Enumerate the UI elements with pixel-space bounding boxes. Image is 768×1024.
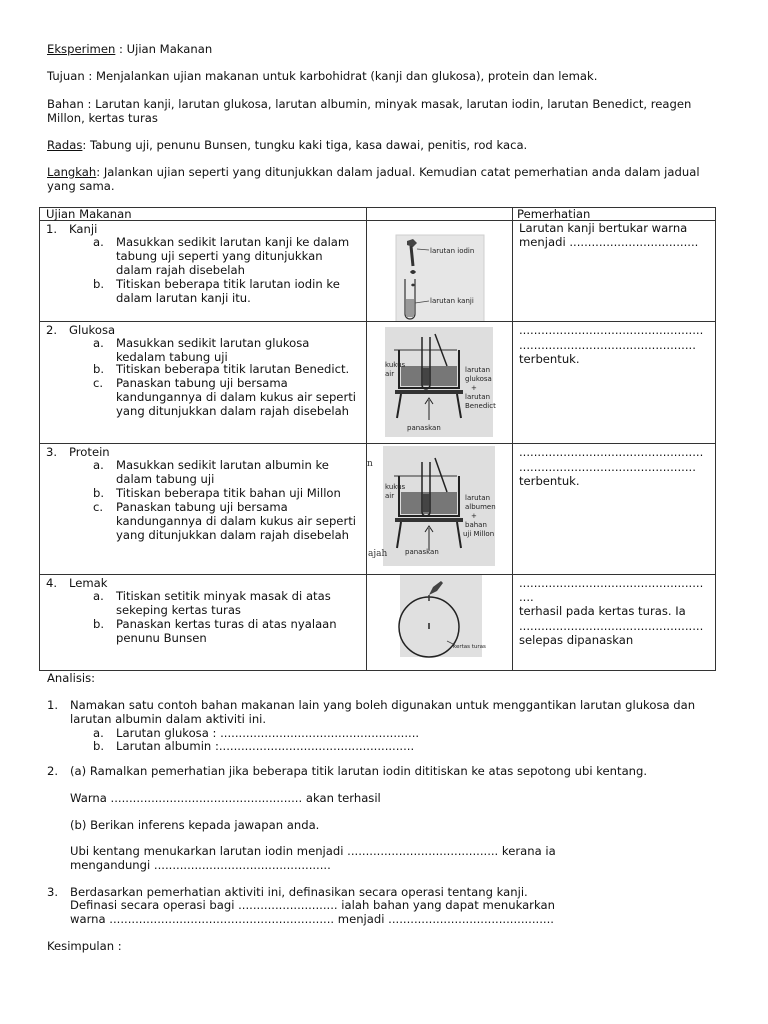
step-line: Masukkan sedikit larutan glukosa: [116, 336, 310, 350]
step-line: penunu Bunsen: [116, 631, 207, 645]
label-larutan: larutan: [465, 393, 491, 401]
label-glukosa: glukosa: [465, 375, 492, 383]
q1a-answer-line: Larutan glukosa : ......................................................: [116, 726, 420, 740]
pemerhatian-cell-kanji: [513, 221, 716, 322]
bahan-text-1: Bahan : Larutan kanji, larutan glukosa, larutan albumin, minyak masak, larutan iodin, larutan Benedict, reagen: [47, 97, 692, 111]
q3-line: warna ............................................................. menjadi .............................................: [70, 912, 554, 926]
row-title: Lemak: [69, 576, 108, 590]
q3-number: 3.: [47, 885, 59, 899]
filter-paper-figure: [367, 575, 513, 670]
obs-line: ................................................: [519, 338, 696, 352]
label-fragment-ajah: ajah: [368, 549, 388, 559]
figure-cell-kanji: [367, 221, 513, 322]
eksperimen-label: Eksperimen: [47, 42, 116, 56]
label-larutan: larutan: [465, 366, 491, 374]
step-line: dalam tabung uji: [116, 472, 215, 486]
ujian-cell-kanji: [40, 221, 367, 322]
pemerhatian-cell-protein: [513, 444, 716, 575]
ujian-cell-glukosa: [40, 322, 367, 444]
q2-ubi-line-2: mengandungi ................................................: [70, 858, 331, 872]
obs-line: menjadi ...................................: [519, 235, 699, 249]
obs-line: terhasil pada kertas turas. Ia: [519, 604, 686, 618]
label-fragment-n: n: [367, 459, 373, 469]
label-panaskan: panaskan: [405, 548, 439, 556]
step-line: yang ditunjukkan dalam rajah disebelah: [116, 528, 350, 542]
eksperimen-line: [47, 42, 212, 56]
label-plus: +: [471, 384, 477, 392]
label-air: air: [385, 370, 395, 378]
q3-line: Berdasarkan pemerhatian aktiviti ini, definasikan secara operasi tentang kanji.: [70, 885, 528, 899]
ujian-cell-protein: [40, 444, 367, 575]
step-line: Panaskan tabung uji bersama: [116, 500, 288, 514]
step-letter: b.: [93, 617, 105, 631]
label-panaskan: panaskan: [407, 424, 441, 432]
row-number: 1.: [46, 222, 58, 236]
step-line: Panaskan kertas turas di atas nyalaan: [116, 617, 337, 631]
table-header-row: [40, 208, 716, 221]
row-title: Glukosa: [69, 323, 116, 337]
label-plus: +: [471, 512, 477, 520]
step-line: kandungannya di dalam kukus air seperti: [116, 390, 356, 404]
q2-ubi-line-1: Ubi kentang menukarkan larutan iodin menjadi ......................................... kerana ia: [70, 844, 556, 858]
langkah-line: [47, 165, 700, 179]
q3-line: Definasi secara operasi bagi ........................... ialah bahan yang dapat menukarkan: [70, 898, 555, 912]
obs-line: Larutan kanji bertukar warna: [519, 221, 688, 235]
label-larutan-iodin: larutan iodin: [430, 247, 475, 255]
obs-line: ....: [519, 590, 534, 604]
q2-number: 2.: [47, 764, 59, 778]
row-number: 4.: [46, 576, 58, 590]
label-benedict: Benedict: [465, 402, 496, 410]
figure-cell-lemak: [367, 575, 513, 671]
water-bath-protein-figure: [367, 444, 513, 574]
label-larutan: larutan: [465, 494, 491, 502]
row-title: Protein: [69, 445, 110, 459]
figure-cell-protein: [367, 444, 513, 575]
label-uji-millon: uji Millon: [463, 530, 495, 538]
radas-line: [47, 138, 527, 152]
q1a-letter: a.: [93, 726, 104, 740]
table-row-kanji: [40, 221, 716, 322]
step-line: Titiskan beberapa titik larutan iodin ke: [116, 277, 340, 291]
label-albumen: albumen: [465, 503, 496, 511]
pemerhatian-cell-lemak: [513, 575, 716, 671]
label-kertas-turas: kertas turas: [453, 644, 486, 650]
step-line: yang ditunjukkan dalam rajah disebelah: [116, 404, 350, 418]
step-letter: c.: [93, 376, 104, 390]
step-line: Titiskan beberapa titik larutan Benedict.: [116, 362, 350, 376]
obs-line: ..................................................: [519, 323, 704, 337]
q2b-text: (b) Berikan inferens kepada jawapan anda.: [70, 818, 320, 832]
table-row-lemak: [40, 575, 716, 671]
q1-line: Namakan satu contoh bahan makanan lain yang boleh digunakan untuk menggantikan larutan glukosa dan: [70, 698, 696, 712]
step-line: dalam larutan kanji itu.: [116, 291, 251, 305]
q1b-answer-line: Larutan albumin :.....................................................: [116, 739, 415, 753]
step-letter: a.: [93, 589, 104, 603]
ujian-cell-lemak: [40, 575, 367, 671]
step-line: dalam rajah disebelah: [116, 263, 245, 277]
water-bath-glukosa-figure: [367, 322, 513, 443]
obs-line: terbentuk.: [519, 474, 580, 488]
langkah-text-2: yang sama.: [47, 179, 115, 193]
obs-line: ..................................................: [519, 576, 704, 590]
label-kukus: kukus: [385, 483, 406, 491]
row-number: 2.: [46, 323, 58, 337]
q2a-text: (a) Ramalkan pemerhatian jika beberapa titik larutan iodin dititiskan ke atas sepotong ubi kentang.: [70, 764, 648, 778]
col-header-ujian: Ujian Makanan: [40, 208, 367, 221]
step-line: Masukkan sedikit larutan albumin ke: [116, 458, 329, 472]
step-letter: b.: [93, 486, 105, 500]
obs-line: ..................................................: [519, 619, 704, 633]
step-line: Masukkan sedikit larutan kanji ke dalam: [116, 235, 350, 249]
step-line: kedalam tabung uji: [116, 350, 228, 364]
q1b-letter: b.: [93, 739, 105, 753]
step-letter: a.: [93, 235, 104, 249]
pemerhatian-cell-glukosa: [513, 322, 716, 444]
langkah-label: Langkah: [47, 165, 97, 179]
kesimpulan-heading: Kesimpulan :: [47, 939, 122, 953]
step-letter: b.: [93, 362, 105, 376]
q1-line: larutan albumin dalam aktiviti ini.: [70, 712, 267, 726]
bahan-text-2: Millon, kertas turas: [47, 111, 158, 125]
step-letter: a.: [93, 458, 104, 472]
step-letter: b.: [93, 277, 105, 291]
experiment-table: [39, 207, 716, 671]
q2-warna-line: Warna .................................................... akan terhasil: [70, 791, 381, 805]
radas-label: Radas: [47, 138, 83, 152]
tujuan-text: Tujuan : Menjalankan ujian makanan untuk karbohidrat (kanji dan glukosa), protein dan lemak.: [47, 69, 598, 83]
col-header-pemerhatian: Pemerhatian: [513, 208, 716, 221]
step-line: tabung uji seperti yang ditunjukkan: [116, 249, 323, 263]
langkah-text-1: : Jalankan ujian seperti yang ditunjukkan dalam jadual. Kemudian catat pemerhatian anda dalam jadual: [96, 165, 700, 179]
obs-line: selepas dipanaskan: [519, 633, 634, 647]
obs-line: ..................................................: [519, 445, 704, 459]
radas-text: : Tabung uji, penunu Bunsen, tungku kaki tiga, kasa dawai, penitis, rod kaca.: [82, 138, 528, 152]
step-letter: c.: [93, 500, 104, 514]
eksperimen-text: : Ujian Makanan: [115, 42, 213, 56]
row-number: 3.: [46, 445, 58, 459]
step-letter: a.: [93, 336, 104, 350]
table-row-protein: [40, 444, 716, 575]
obs-line: ................................................: [519, 460, 696, 474]
label-larutan-kanji: larutan kanji: [430, 297, 474, 305]
figure-cell-glukosa: [367, 322, 513, 444]
row-title: Kanji: [69, 222, 98, 236]
q1-number: 1.: [47, 698, 59, 712]
label-air: air: [385, 492, 395, 500]
col-header-blank: [367, 208, 513, 221]
step-line: sekeping kertas turas: [116, 603, 241, 617]
step-line: kandungannya di dalam kukus air seperti: [116, 514, 356, 528]
step-line: Titiskan beberapa titik bahan uji Millon: [116, 486, 341, 500]
test-tube-dropper-figure: [367, 221, 513, 321]
label-bahan: bahan: [465, 521, 487, 529]
obs-line: terbentuk.: [519, 352, 580, 366]
step-line: Titiskan setitik minyak masak di atas: [116, 589, 331, 603]
step-line: Panaskan tabung uji bersama: [116, 376, 288, 390]
analisis-heading: Analisis:: [47, 671, 96, 685]
label-kukus: kukus: [385, 361, 406, 369]
table-row-glukosa: [40, 322, 716, 444]
